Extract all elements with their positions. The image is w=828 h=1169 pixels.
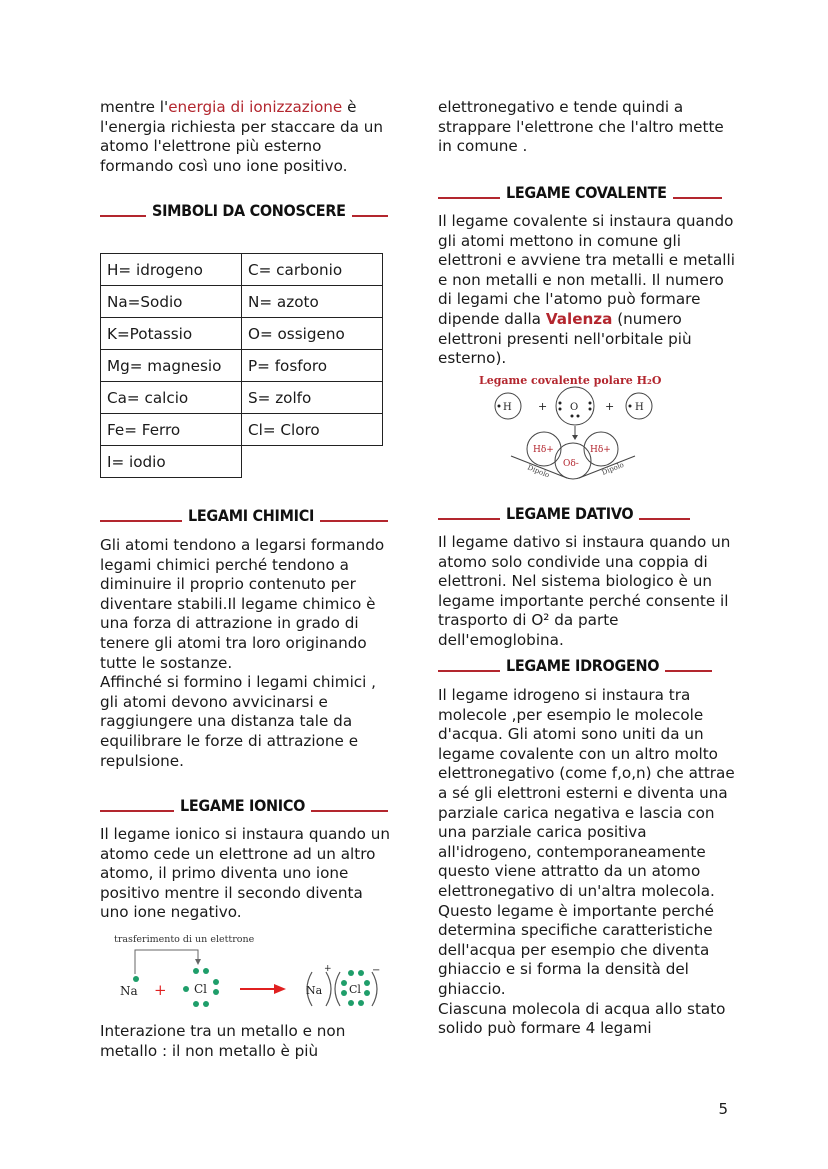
symbol-cell: I= iodio [101, 446, 242, 478]
electron-dot [364, 990, 370, 996]
svg-text:Oδ-: Oδ- [563, 459, 579, 469]
electron-dot [577, 415, 580, 418]
symbol-cell: P= fosforo [242, 350, 383, 382]
ionization-energy-term: energia di ionizzazione [168, 98, 343, 116]
symbol-row [101, 350, 383, 382]
symbol-row [101, 286, 383, 318]
heading-rule [100, 215, 146, 217]
heading-rule [100, 520, 182, 522]
dative-bond-heading: LEGAME DATIVO [438, 504, 690, 523]
symbol-cell: Na=Sodio [101, 286, 242, 318]
diagram-title: Legame covalente polare H₂O [479, 374, 662, 387]
symbol-row [101, 382, 383, 414]
valence-term: Valenza [545, 309, 613, 328]
electron-dot [213, 989, 219, 995]
intro-paragraph: mentre l'energia di ionizzazione è l'energia richiesta per staccare da un atomo l'elettrone più esterno formando così uno ione positivo. [100, 98, 384, 175]
svg-text:Hδ+: Hδ+ [590, 445, 611, 455]
symbol-row [101, 446, 383, 478]
svg-text:O: O [570, 402, 579, 413]
symbol-row [101, 254, 383, 286]
reaction-arrowhead [274, 984, 286, 994]
chlorine-label: Cl [194, 982, 208, 996]
electron-dot [341, 990, 347, 996]
left-column [100, 98, 392, 176]
svg-text:H: H [503, 402, 512, 413]
symbol-cell: Ca= calcio [101, 382, 242, 414]
ionic-after-text: Interazione tra un metallo e non metallo : il non metallo è più [100, 1022, 346, 1060]
chemical-bonds-text [100, 536, 390, 771]
electron-dot [213, 979, 219, 985]
heading-rule [438, 670, 500, 672]
plus-sign: + [154, 981, 167, 999]
positive-charge: + [324, 964, 332, 974]
right-column-continuation: elettronegativo e tende quindi a strappare l'elettrone che l'altro mette in comune . [438, 98, 724, 156]
electron-dot [341, 980, 347, 986]
water-polar-covalent-diagram [475, 372, 685, 480]
heading-rule [673, 197, 722, 199]
symbol-cell: N= azoto [242, 286, 383, 318]
negative-charge: − [372, 965, 381, 976]
electron-dot [589, 402, 592, 405]
electron-dot [559, 402, 562, 405]
dipole-label-left: Dipolo [526, 463, 551, 480]
symbol-cell: C= carbonio [242, 254, 383, 286]
symbol-cell: S= zolfo [242, 382, 383, 414]
electron-dot [364, 980, 370, 986]
ionic-bond-heading: LEGAME IONICO [100, 796, 388, 815]
transfer-caption: trasferimento di un elettrone [114, 934, 255, 945]
electron-dot [498, 405, 501, 408]
symbol-cell: K=Potassio [101, 318, 242, 350]
symbols-heading: SIMBOLI DA CONOSCERE [100, 201, 388, 220]
covalent-bond-heading: LEGAME COVALENTE [438, 183, 722, 202]
bracket [335, 972, 340, 1006]
sodium-valence-electron [133, 976, 139, 982]
chloride-ion-label: Cl [349, 983, 361, 996]
heading-rule [311, 810, 388, 812]
electron-dot [589, 408, 592, 411]
chemical-bonds-heading: LEGAMI CHIMICI [100, 506, 388, 525]
hydrogen-bond-heading: LEGAME IDROGENO [438, 656, 712, 675]
plus-sign: + [605, 400, 615, 413]
hydrogen-paragraph-1: Il legame idrogeno si instaura tra molecole ,per esempio le molecole d'acqua. Gli atomi sono uniti da un legame covalente con un altro molto elettronegativo (come f,o,n) che attrae a sé gli elettroni esterni e diventa una parziale carica negativa e lascia con una parziale carica positiva all'idrogeno, contemporaneamente questo viene attratto da un atomo elettronegativo di un'altra molecola. Questo legame è importante perché determina specifiche caratteristiche dell'acqua per esempio che diventa ghiaccio e si forma la densità del ghiaccio. [438, 686, 735, 998]
symbol-cell [242, 446, 383, 478]
electron-dot [571, 415, 574, 418]
transfer-arrowhead [195, 959, 201, 965]
transfer-arrow-path [135, 950, 198, 974]
reaction-arrowhead [572, 435, 578, 440]
dative-bond-text: Il legame dativo si instaura quando un atomo solo condivide una coppia di elettroni. Nel sistema biologico è un legame importante perché consente il trasporto di O² da parte dell'emoglobina. [438, 533, 731, 649]
heading-rule [665, 670, 712, 672]
electron-dot [203, 1001, 209, 1007]
symbol-row [101, 318, 383, 350]
chemical-paragraph-1: Gli atomi tendono a legarsi formando legami chimici perché tendono a diminuire il proprio contenuto per diventare stabili.Il legame chimico è una forza di attrazione in grado di tenere gli atomi tra loro originando tutte le sostanze. [100, 536, 385, 672]
sodium-ion-label: Na [306, 984, 323, 997]
bracket [372, 972, 377, 1006]
chemical-paragraph-2: Affinché si formino i legami chimici , gli atomi devono avvicinarsi e raggiungere una distanza tale da equilibrare le forze di attrazione e repulsione. [100, 673, 377, 770]
electron-dot [183, 986, 189, 992]
electron-dot [358, 1000, 364, 1006]
dipole-label-right: Dipolo [600, 460, 626, 477]
hydrogen-bond-text [438, 686, 738, 1039]
heading-rule [639, 518, 690, 520]
heading-rule [100, 810, 174, 812]
plus-sign: + [538, 400, 548, 413]
ionic-bond-text: Il legame ionico si instaura quando un atomo cede un elettrone ad un altro atomo, il primo diventa uno ione positivo mentre il secondo diventa uno ione negativo. [100, 825, 391, 922]
symbol-cell: H= idrogeno [101, 254, 242, 286]
symbol-cell: Fe= Ferro [101, 414, 242, 446]
heading-rule [438, 518, 500, 520]
heading-rule [352, 215, 388, 217]
symbol-cell: O= ossigeno [242, 318, 383, 350]
covalent-bond-text: Il legame covalente si instaura quando gli atomi mettono in comune gli elettroni e avviene tra metalli e metalli e non metalli e non metalli. Il numero di legami che l'atomo può formare dipende dalla Valenza (numero elettroni presenti nell'orbitale più esterno). [438, 212, 735, 368]
electron-dot [203, 968, 209, 974]
heading-rule [320, 520, 388, 522]
symbol-row [101, 414, 383, 446]
svg-text:Hδ+: Hδ+ [533, 445, 554, 455]
ionic-transfer-diagram [100, 930, 390, 1020]
electron-dot [348, 1000, 354, 1006]
electron-dot [193, 1001, 199, 1007]
electron-dot [348, 970, 354, 976]
hydrogen-paragraph-2: Ciascuna molecola di acqua allo stato solido può formare 4 legami [438, 999, 726, 1038]
svg-text:H: H [635, 402, 644, 413]
symbol-cell: Mg= magnesio [101, 350, 242, 382]
electron-dot [559, 408, 562, 411]
heading-rule [438, 197, 500, 199]
electron-dot [193, 968, 199, 974]
electron-dot [629, 405, 632, 408]
symbols-table [100, 253, 383, 478]
symbol-cell: Cl= Cloro [242, 414, 383, 446]
sodium-label: Na [120, 984, 138, 998]
electron-dot [358, 970, 364, 976]
page-number: 5 [718, 1100, 728, 1118]
bracket [326, 972, 331, 1006]
